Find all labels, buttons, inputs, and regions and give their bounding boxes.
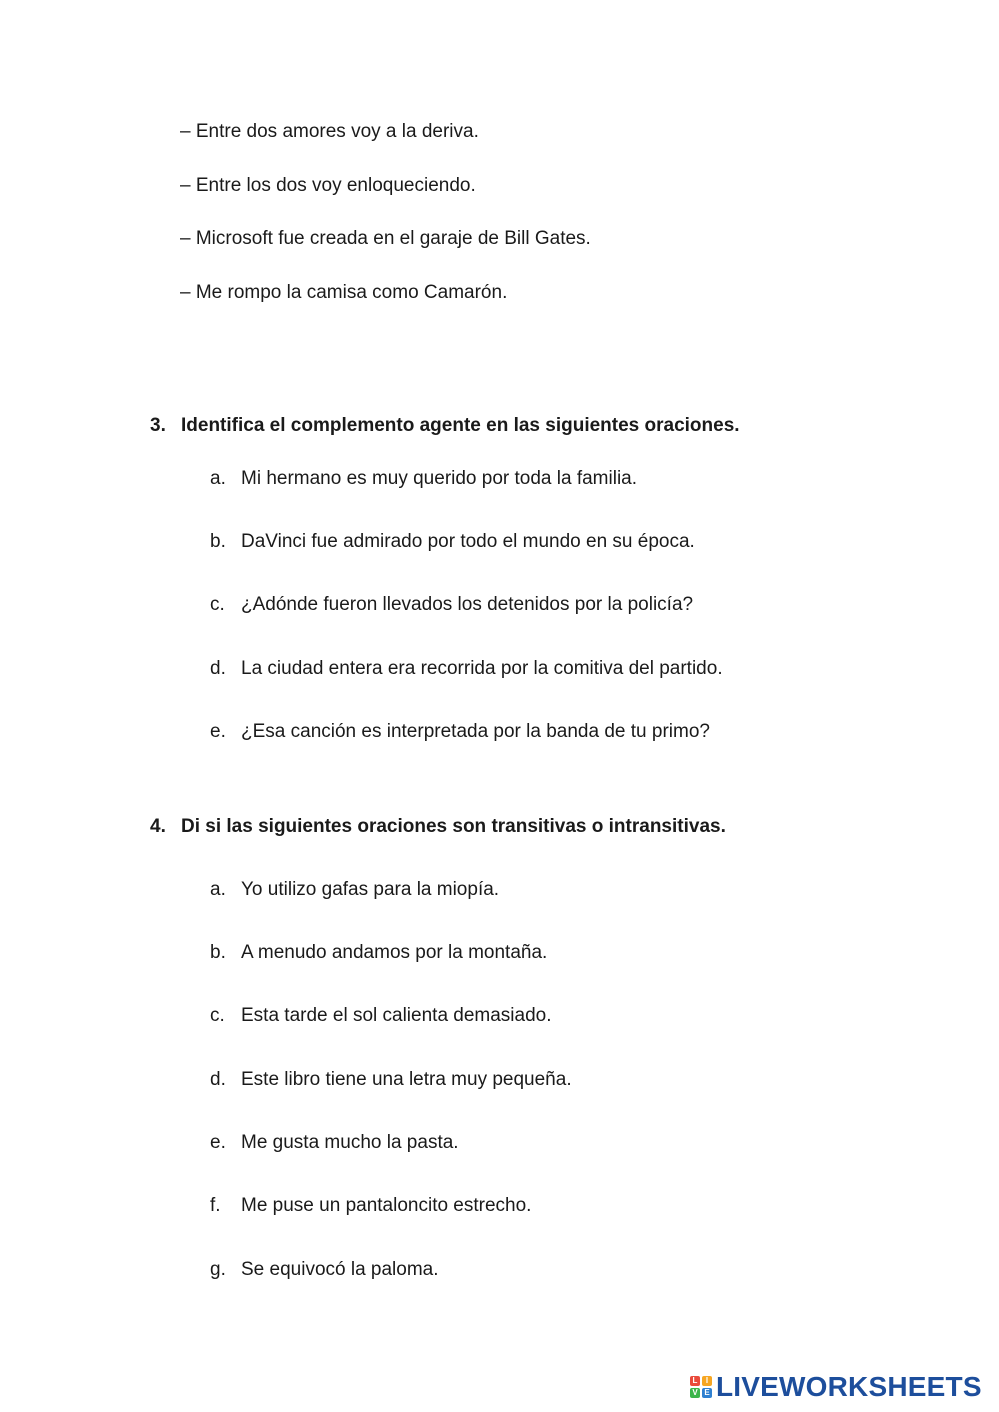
item-text: ¿Adónde fueron llevados los detenidos por la policía?: [241, 594, 694, 615]
item-text: DaVinci fue admirado por todo el mundo en su época.: [241, 531, 695, 552]
item-text: Se equivocó la paloma.: [241, 1259, 439, 1280]
item-letter: e.: [210, 1132, 226, 1153]
question-3-heading: [150, 414, 740, 438]
item-text: Yo utilizo gafas para la miopía.: [241, 879, 500, 900]
liveworksheets-logo: [690, 1372, 982, 1402]
item-text: Esta tarde el sol calienta demasiado.: [241, 1005, 552, 1026]
item-letter: b.: [210, 531, 226, 552]
logo-icon-tile: I: [702, 1376, 712, 1386]
dash-line: – Entre dos amores voy a la deriva.: [180, 121, 479, 142]
logo-icon-tile: E: [702, 1388, 712, 1398]
list-item: [210, 657, 723, 681]
list-item: [210, 878, 499, 902]
item-letter: g.: [210, 1259, 226, 1280]
item-letter: d.: [210, 1069, 226, 1090]
item-text: Mi hermano es muy querido por toda la familia.: [241, 468, 638, 489]
question-title: Identifica el complemento agente en las siguientes oraciones.: [181, 415, 740, 436]
item-letter: c.: [210, 594, 225, 615]
dash-line: – Microsoft fue creada en el garaje de Bill Gates.: [180, 228, 591, 249]
item-text: Este libro tiene una letra muy pequeña.: [241, 1069, 572, 1090]
logo-icon-tile: V: [690, 1388, 700, 1398]
dash-line: – Entre los dos voy enloqueciendo.: [180, 175, 476, 196]
logo-text: LIVEWORKSHEETS: [716, 1371, 982, 1402]
item-letter: f.: [210, 1195, 221, 1216]
list-item: [210, 720, 710, 744]
list-item: [210, 593, 693, 617]
list-item: [210, 941, 547, 965]
list-item: [210, 1004, 552, 1028]
list-item: [210, 1194, 531, 1218]
liveworksheets-logo-icon: [690, 1376, 712, 1398]
item-text: Me gusta mucho la pasta.: [241, 1132, 459, 1153]
item-letter: c.: [210, 1005, 225, 1026]
list-item: [210, 467, 637, 491]
item-letter: b.: [210, 942, 226, 963]
item-text: La ciudad entera era recorrida por la comitiva del partido.: [241, 658, 723, 679]
list-item: [210, 1131, 459, 1155]
item-text: Me puse un pantaloncito estrecho.: [241, 1195, 532, 1216]
list-item: [210, 530, 695, 554]
item-letter: a.: [210, 468, 226, 489]
question-4-heading: [150, 815, 726, 839]
item-letter: d.: [210, 658, 226, 679]
question-title: Di si las siguientes oraciones son transitivas o intransitivas.: [181, 816, 726, 837]
item-letter: a.: [210, 879, 226, 900]
item-letter: e.: [210, 721, 226, 742]
question-number: 3.: [150, 415, 166, 436]
question-number: 4.: [150, 816, 166, 837]
item-text: A menudo andamos por la montaña.: [241, 942, 548, 963]
dash-line: – Me rompo la camisa como Camarón.: [180, 282, 508, 303]
list-item: [210, 1068, 572, 1092]
logo-icon-tile: L: [690, 1376, 700, 1386]
list-item: [210, 1258, 439, 1282]
item-text: ¿Esa canción es interpretada por la banda de tu primo?: [241, 721, 710, 742]
